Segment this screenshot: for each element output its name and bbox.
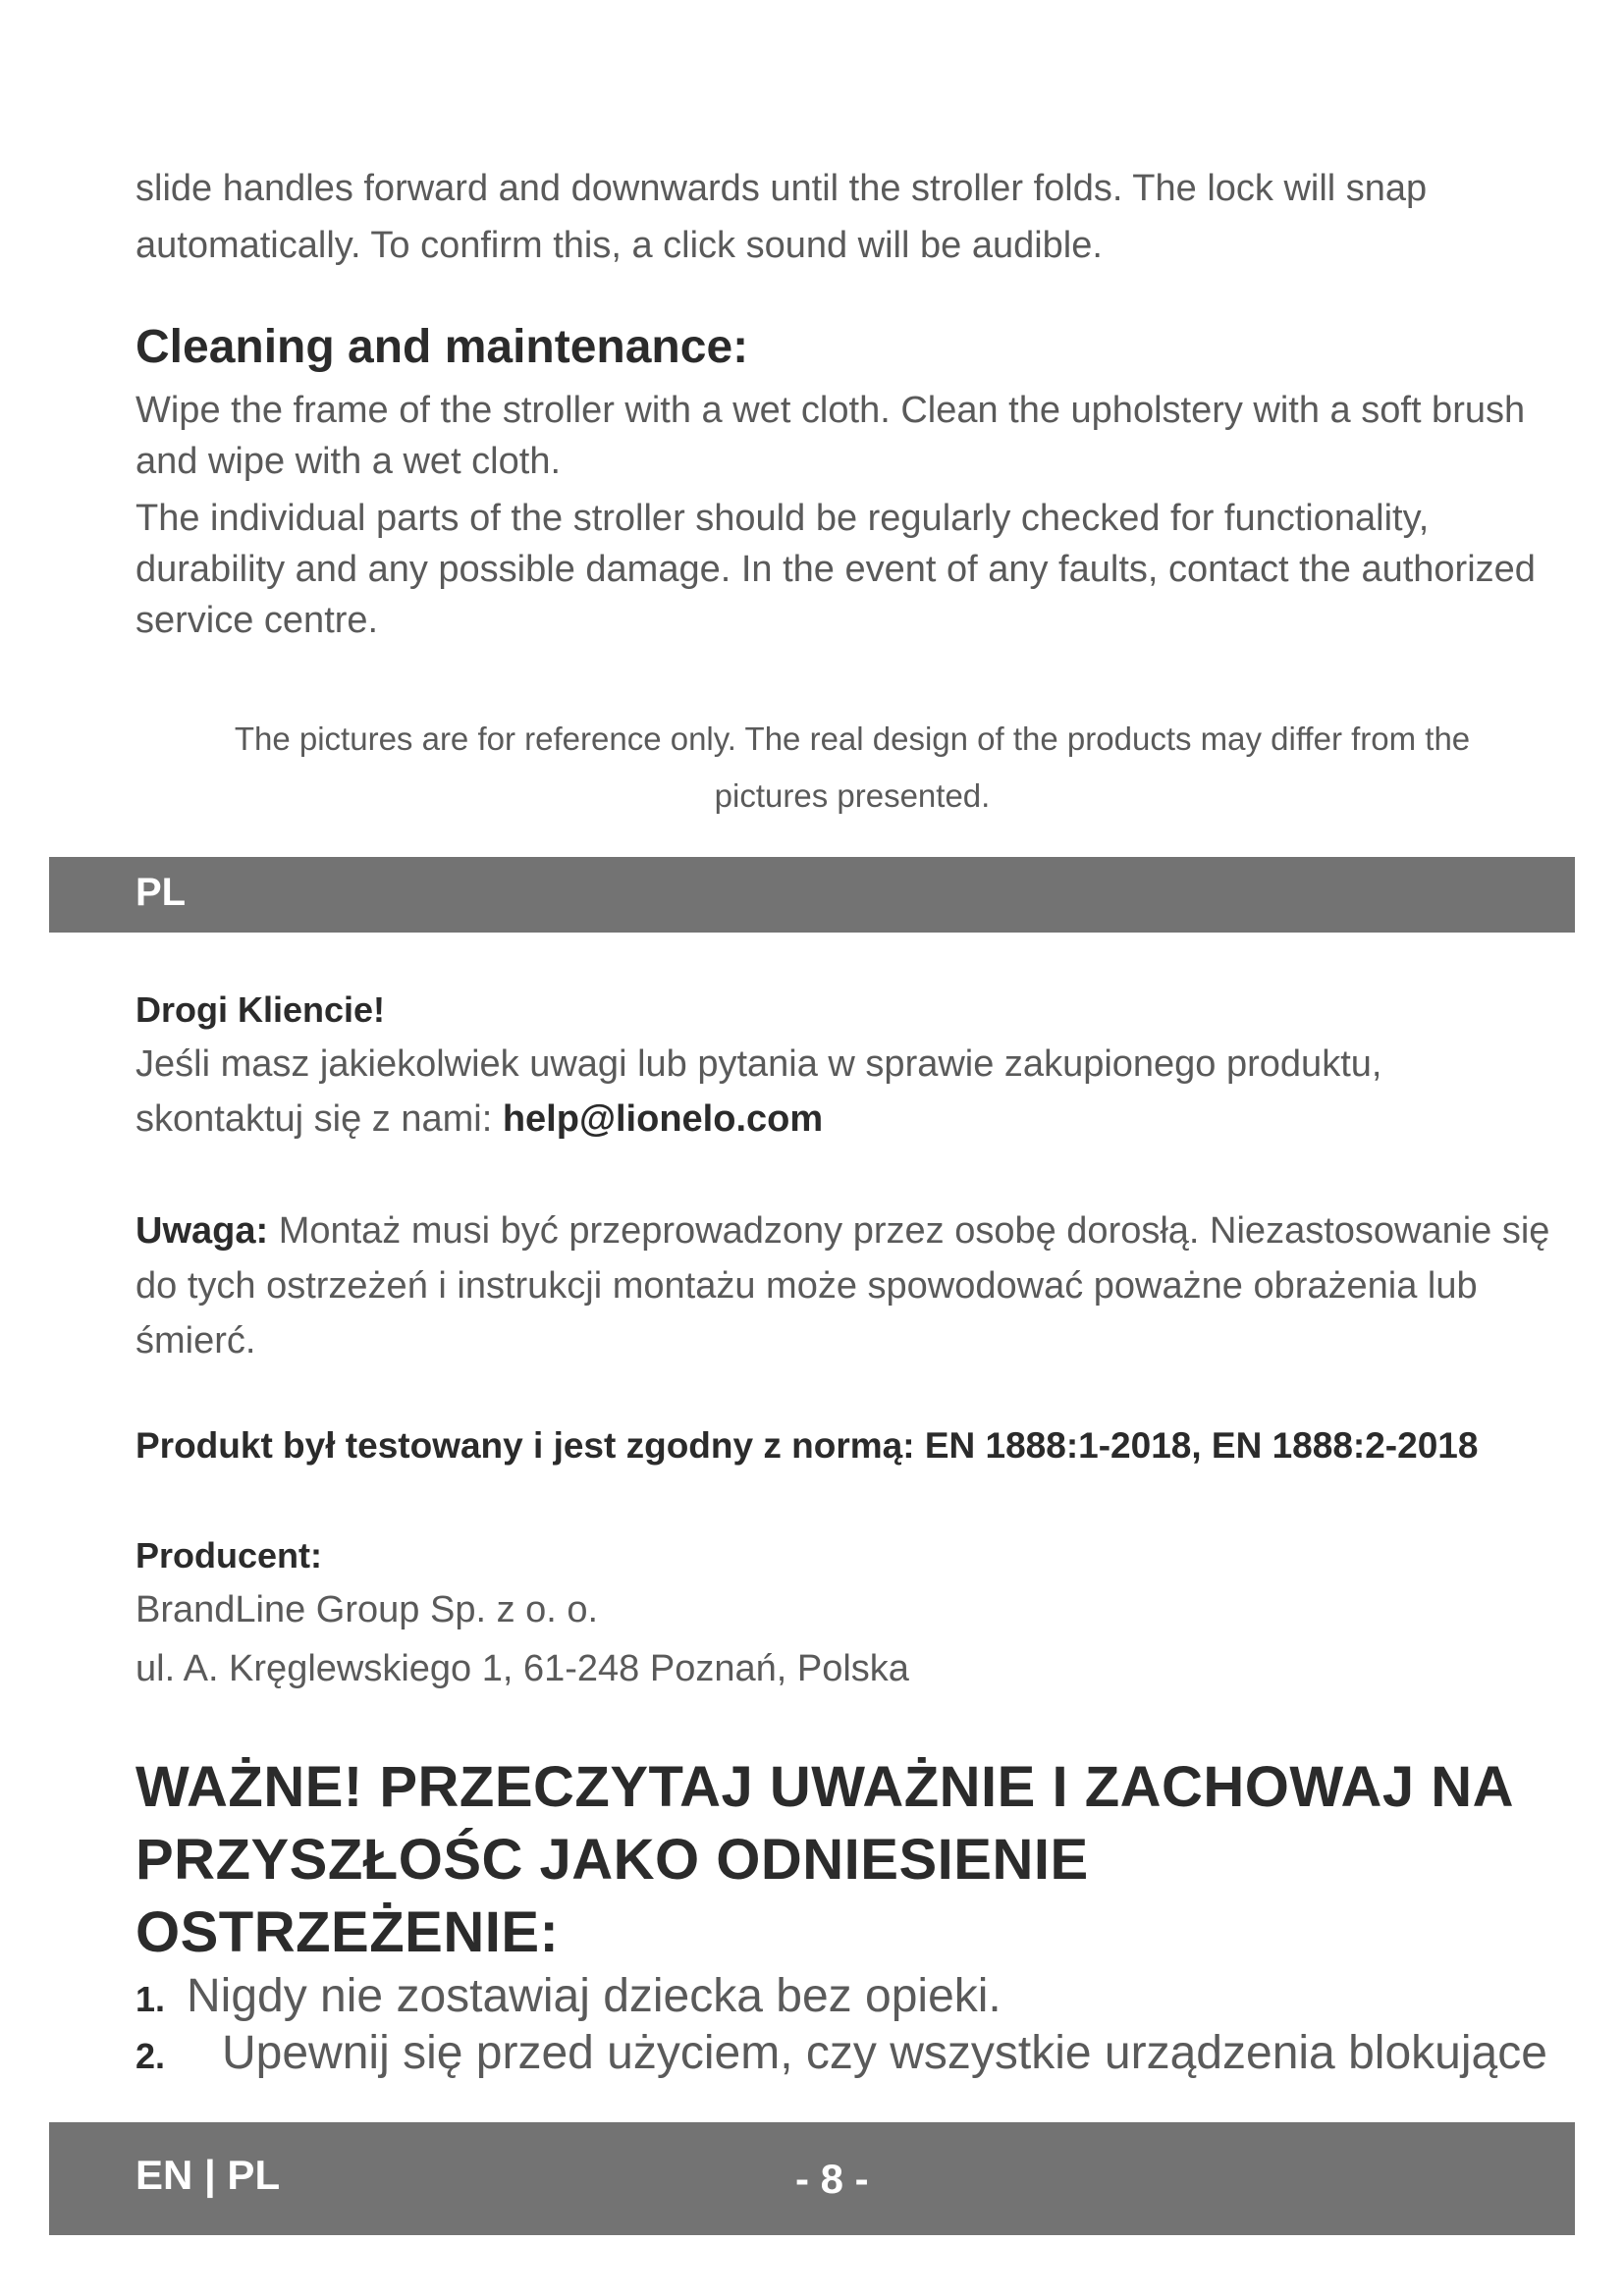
list-number: 1. [135,1979,166,2019]
list-item [135,2026,1547,2080]
footer-language-label: EN | PL [135,2152,281,2198]
section-language-label: PL [135,871,187,914]
list-number: 2. [135,2036,166,2076]
important-heading-line-1: WAŻNE! PRZECZYTAJ UWAŻNIE I ZACHOWAJ NA [135,1755,1514,1819]
cleaning-paragraph-1: Wipe the frame of the stroller with a wet cloth. Clean the upholstery with a soft brush and wipe with a wet cloth. [135,390,1526,482]
intro-line-2: automatically. To confirm this, a click sound will be audible. [135,225,1103,266]
important-heading-line-2: PRZYSZŁOŚC JAKO ODNIESIENIE [135,1828,1089,1892]
cleaning-heading: Cleaning and maintenance: [135,321,749,373]
contact-email: help@lionelo.com [502,1098,824,1140]
intro-line-1: slide handles forward and downwards until the stroller folds. The lock will snap [135,168,1428,209]
producer-name: BrandLine Group Sp. z o. o. [135,1589,599,1630]
footer-bar [49,2122,1575,2235]
warning-paragraph [135,1203,1569,1368]
producer-address: ul. A. Kręglewskiego 1, 61-248 Poznań, Polska [135,1648,909,1689]
greeting-heading: Drogi Kliencie! [135,989,386,1030]
norm-statement: Produkt był testowany i jest zgodny z normą: EN 1888:1-2018, EN 1888:2-2018 [135,1425,1479,1466]
contact-text: Jeśli masz jakiekolwiek uwagi lub pytania w sprawie zakupionego produktu, skontaktuj się z nami: [135,1043,1382,1140]
page-number: - 8 - [795,2156,869,2202]
list-text: Nigdy nie zostawiaj dziecka bez opieki. [187,1970,1001,2022]
warning-text: Montaż musi być przeprowadzony przez osobę dorosłą. Niezastosowanie się do tych ostrzeżeń i instrukcji montażu może spowodować poważne obrażenia lub śmierć. [135,1210,1550,1362]
list-text: Upewnij się przed użyciem, czy wszystkie urządzenia blokujące [222,2027,1547,2079]
list-item [135,1969,1001,2023]
cleaning-paragraph-2: The individual parts of the stroller should be regularly checked for functionality, durability and any possible damage. In the event of any faults, contact the authorized service centre. [135,498,1536,641]
producer-heading: Producent: [135,1535,323,1575]
reference-note-line-2: pictures presented. [714,777,991,814]
warning-label: Uwaga: [135,1210,269,1252]
reference-note-line-1: The pictures are for reference only. The real design of the products may differ from the [234,721,1471,757]
contact-paragraph [135,1037,1530,1147]
language-section-bar [49,857,1575,933]
warning-heading: OSTRZEŻENIE: [135,1900,560,1964]
